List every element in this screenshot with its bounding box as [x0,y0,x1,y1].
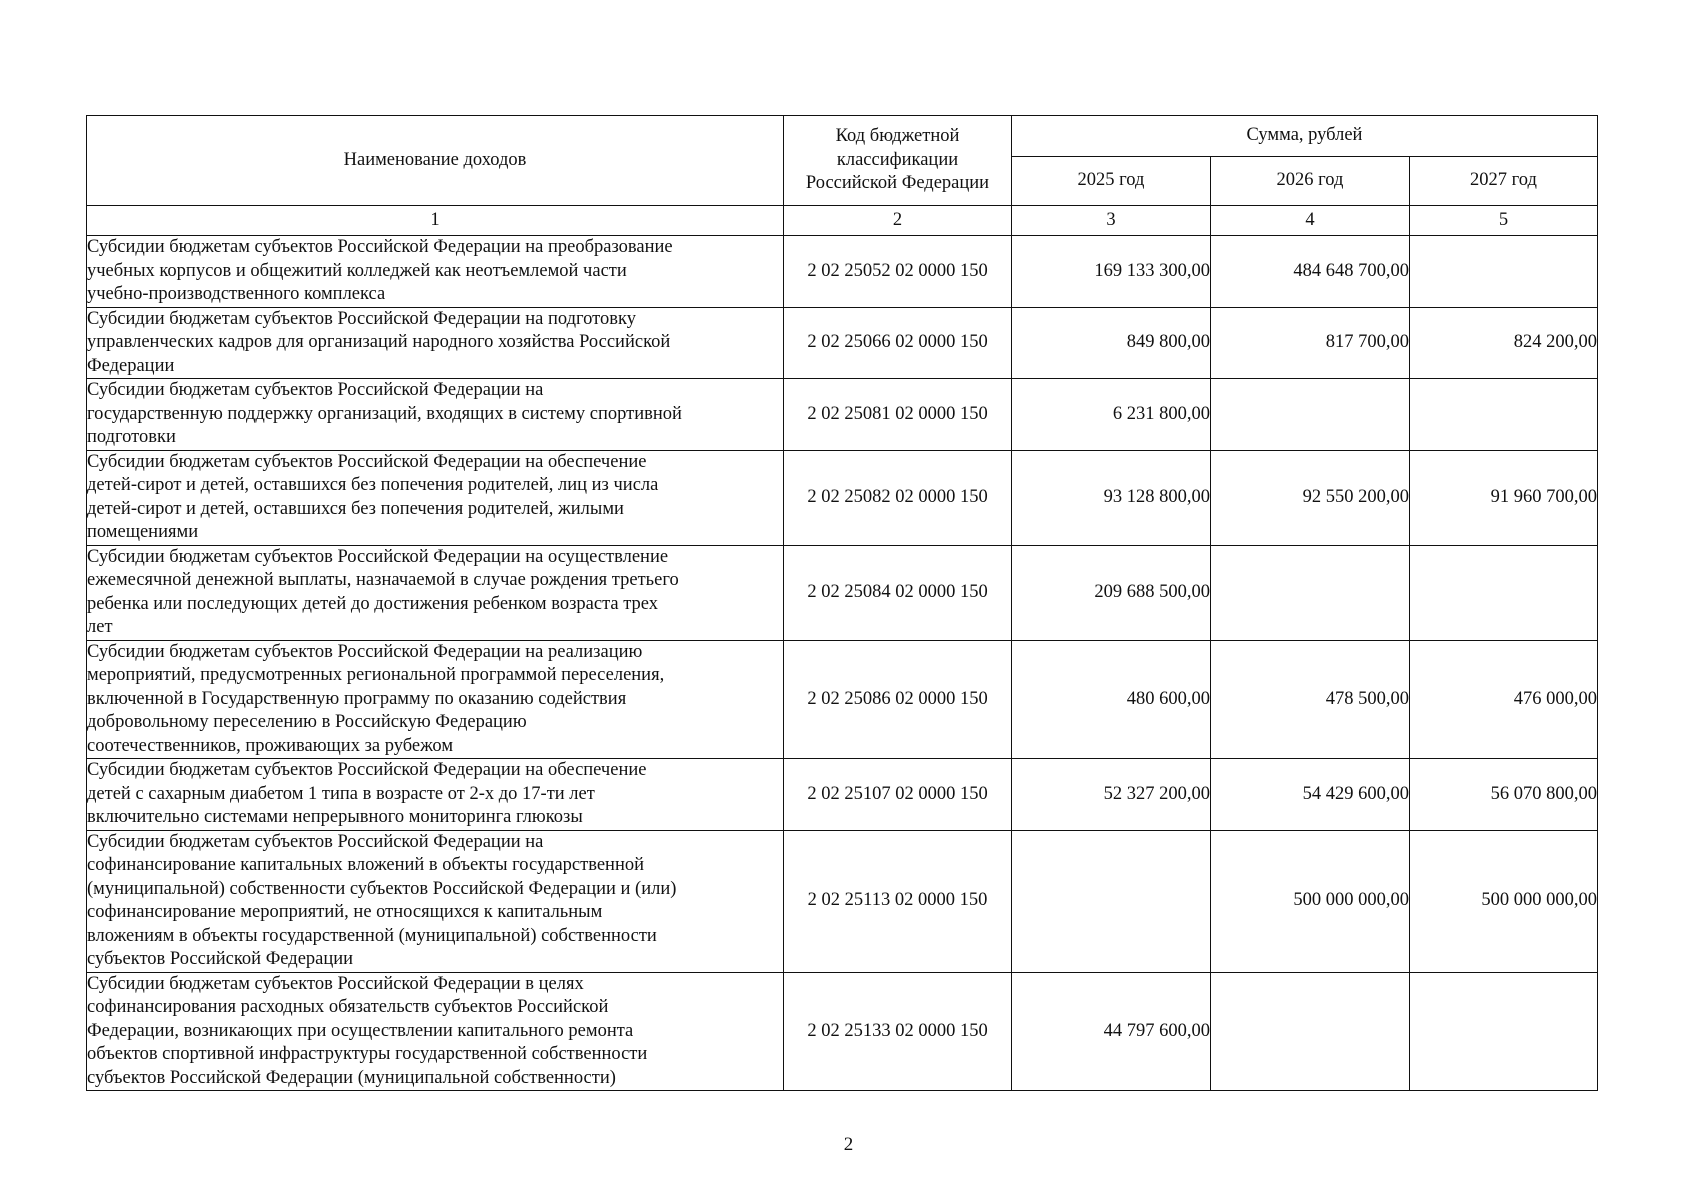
amount-y2025-cell [1012,830,1211,972]
budget-code-cell: 2 02 25133 02 0000 150 [784,972,1012,1091]
table-row [87,640,1598,759]
header-year-2027: 2027 год [1410,157,1598,206]
table-row [87,379,1598,451]
income-name-line: субъектов Российской Федерации (муниципальной собственности) [87,1067,616,1088]
budget-code-cell: 2 02 25052 02 0000 150 [784,236,1012,308]
income-name-line: государственную поддержку организаций, входящих в систему спортивной [87,403,682,424]
budget-code-cell: 2 02 25113 02 0000 150 [784,830,1012,972]
amount-y2026-cell [1211,379,1410,451]
income-name-line: (муниципальной) собственности субъектов Российской Федерации и (или) [87,878,677,899]
income-name-line: учебно-производственного комплекса [87,284,386,304]
amount-y2025-cell: 52 327 200,00 [1012,759,1211,831]
income-name-line: добровольному переселению в Российскую Федерацию [87,712,527,732]
amount-y2026-cell: 478 500,00 [1211,640,1410,759]
income-name-line: Субсидии бюджетам субъектов Российской Федерации на [87,380,544,400]
column-number: 1 [87,206,784,236]
header-year-2026: 2026 год [1211,157,1410,206]
amount-y2025-cell: 480 600,00 [1012,640,1211,759]
table-row [87,759,1598,831]
header-budget-code-line: классификации [836,149,959,170]
table-row [87,307,1598,379]
header-year-2025: 2025 год [1012,157,1211,206]
amount-y2025-cell: 169 133 300,00 [1012,236,1211,308]
column-number: 5 [1410,206,1598,236]
budget-code-cell: 2 02 25066 02 0000 150 [784,307,1012,379]
amount-y2026-cell: 500 000 000,00 [1211,830,1410,972]
income-name-line: Федерации [87,355,175,376]
income-name-line: соотечественников, проживающих за рубежом [87,735,454,756]
header-income-name: Наименование доходов [87,116,784,206]
income-name-line: Субсидии бюджетам субъектов Российской Федерации на обеспечение [87,760,647,780]
budget-code-cell: 2 02 25084 02 0000 150 [784,545,1012,640]
budget-code-cell: 2 02 25082 02 0000 150 [784,450,1012,545]
income-name-cell [87,450,784,545]
column-number: 2 [784,206,1012,236]
income-name-line: подготовки [87,427,176,447]
income-name-line: помещениями [87,522,199,542]
amount-y2025-cell: 209 688 500,00 [1012,545,1211,640]
income-name-cell [87,379,784,451]
income-name-line: вложениям в объекты государственной (муниципальной) собственности [87,925,657,946]
amount-y2025-cell: 6 231 800,00 [1012,379,1211,451]
income-name-cell [87,830,784,972]
amount-y2025-cell: 44 797 600,00 [1012,972,1211,1091]
amount-y2025-cell: 849 800,00 [1012,307,1211,379]
header-budget-code-line: Российской Федерации [805,173,990,194]
income-name-line: софинансирование капитальных вложений в объекты государственной [87,855,645,875]
income-name-line: Субсидии бюджетам субъектов Российской Федерации на осуществление [87,546,669,567]
income-name-line: субъектов Российской Федерации [87,949,354,969]
budget-code-cell: 2 02 25081 02 0000 150 [784,379,1012,451]
column-number: 4 [1211,206,1410,236]
income-name-line: Субсидии бюджетам субъектов Российской Федерации на реализацию [87,641,643,662]
amount-y2025-cell: 93 128 800,00 [1012,450,1211,545]
income-name-line: Субсидии бюджетам субъектов Российской Федерации на преобразование [87,237,673,257]
budget-code-cell: 2 02 25107 02 0000 150 [784,759,1012,831]
income-name-line: детей-сирот и детей, оставшихся без попечения родителей, жилыми [87,498,624,519]
amount-y2026-cell [1211,972,1410,1091]
table-row [87,450,1598,545]
income-name-cell [87,236,784,308]
income-name-cell [87,759,784,831]
header-sum: Сумма, рублей [1012,116,1598,157]
table-row [87,830,1598,972]
income-name-line: лет [87,617,113,637]
amount-y2027-cell: 56 070 800,00 [1410,759,1598,831]
amount-y2027-cell [1410,972,1598,1091]
income-name-line: учебных корпусов и общежитий колледжей как неотъемлемой части [87,260,627,281]
income-name-line: детей-сирот и детей, оставшихся без попечения родителей, лиц из числа [87,475,659,495]
income-name-line: Федерации, возникающих при осуществлении капитального ремонта [87,1020,634,1041]
amount-y2027-cell [1410,379,1598,451]
amount-y2027-cell: 824 200,00 [1410,307,1598,379]
income-name-line: Субсидии бюджетам субъектов Российской Федерации на обеспечение [87,451,647,472]
table-row [87,545,1598,640]
income-name-line: включительно системами непрерывного мониторинга глюкозы [87,807,583,827]
amount-y2027-cell: 500 000 000,00 [1410,830,1598,972]
income-name-line: объектов спортивной инфраструктуры государственной собственности [87,1044,648,1064]
income-name-cell [87,307,784,379]
income-name-line: Субсидии бюджетам субъектов Российской Федерации на [87,831,544,852]
column-number-row [87,206,1598,236]
amount-y2026-cell: 484 648 700,00 [1211,236,1410,308]
income-name-line: ребенка или последующих детей до достижения ребенком возраста трех [87,593,658,614]
amount-y2027-cell: 476 000,00 [1410,640,1598,759]
amount-y2026-cell [1211,545,1410,640]
amount-y2027-cell: 91 960 700,00 [1410,450,1598,545]
page-number: 2 [843,1134,854,1155]
amount-y2026-cell: 54 429 600,00 [1211,759,1410,831]
amount-y2026-cell: 817 700,00 [1211,307,1410,379]
income-name-line: софинансирование мероприятий, не относящихся к капитальным [87,902,603,922]
amount-y2027-cell [1410,236,1598,308]
income-name-line: включенной в Государственную программу по оказанию содействия [87,688,627,709]
income-name-line: Субсидии бюджетам субъектов Российской Федерации на подготовку [87,308,636,329]
income-name-cell [87,545,784,640]
header-budget-code [784,116,1012,206]
budget-code-cell: 2 02 25086 02 0000 150 [784,640,1012,759]
header-budget-code-line: Код бюджетной [835,126,960,147]
table-row [87,972,1598,1091]
amount-y2026-cell: 92 550 200,00 [1211,450,1410,545]
income-name-line: управленческих кадров для организаций народного хозяйства Российской [87,332,671,352]
income-name-cell [87,640,784,759]
amount-y2027-cell [1410,545,1598,640]
income-table [86,115,1598,1091]
income-name-line: детей с сахарным диабетом 1 типа в возрасте от 2-х до 17-ти лет [87,783,595,804]
income-name-cell [87,972,784,1091]
column-number: 3 [1012,206,1211,236]
income-name-line: софинансирования расходных обязательств субъектов Российской [87,997,609,1017]
income-name-line: Субсидии бюджетам субъектов Российской Федерации в целях [87,973,584,994]
income-name-line: мероприятий, предусмотренных региональной программой переселения, [87,665,665,685]
income-name-line: ежемесячной денежной выплаты, назначаемой в случае рождения третьего [87,570,679,590]
table-row [87,236,1598,308]
